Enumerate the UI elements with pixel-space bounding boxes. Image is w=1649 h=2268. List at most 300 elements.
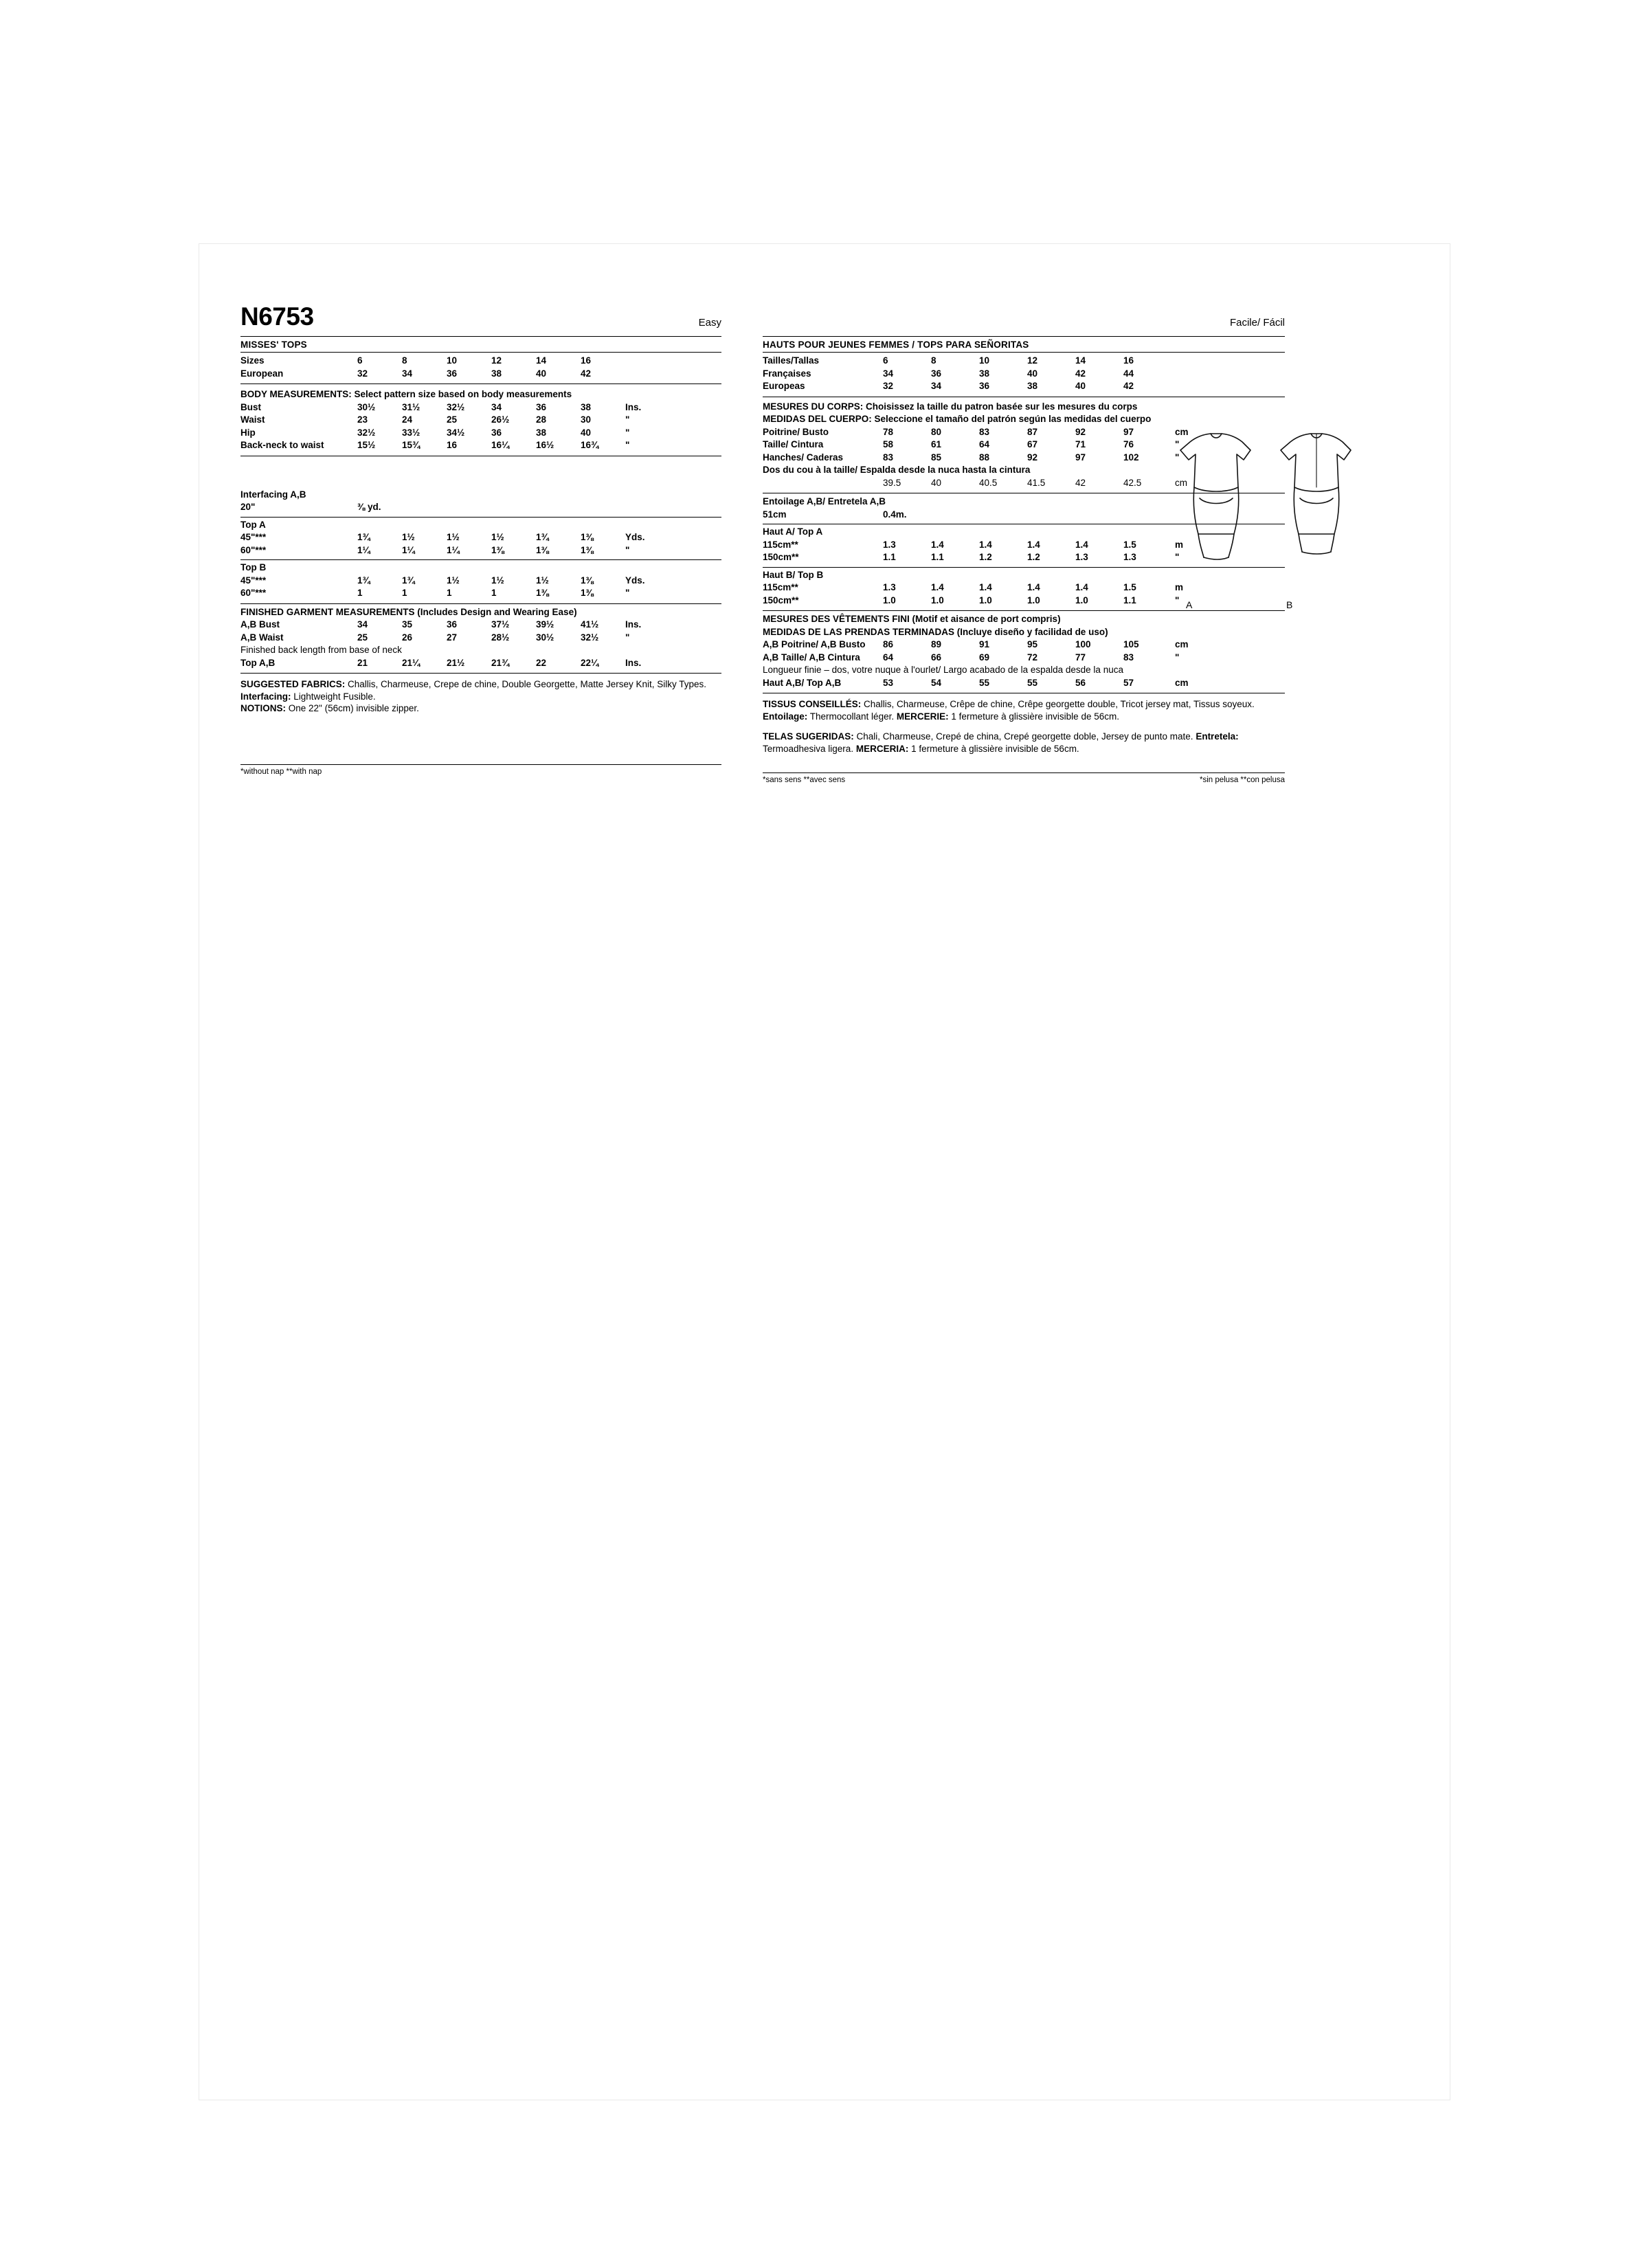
european-row bbox=[240, 368, 721, 381]
cell: 97 bbox=[1075, 452, 1086, 463]
table-row bbox=[240, 588, 721, 601]
unit: " bbox=[1175, 439, 1180, 449]
cell: 1.1 bbox=[1123, 594, 1136, 605]
difficulty-label: Easy bbox=[698, 317, 721, 329]
size-cell: 12 bbox=[1027, 355, 1038, 366]
fabrics-text-es: Chali, Charmeuse, Crepé de china, Crepé georgette doble, Jersey de punto mate. bbox=[853, 731, 1196, 742]
cell: 1¾ bbox=[402, 575, 415, 586]
cell: 91 bbox=[979, 639, 990, 649]
fabrics-text-fr: Challis, Charmeuse, Crêpe de chine, Crêpe georgette double, Tricot jersey mat, Tissus soyeux. bbox=[861, 699, 1255, 709]
table-row bbox=[240, 427, 721, 441]
cell: 1⅜ bbox=[581, 544, 594, 555]
unit: Ins. bbox=[625, 401, 642, 412]
cell: 78 bbox=[883, 426, 894, 437]
cell: 33½ bbox=[402, 427, 420, 438]
cell: 54 bbox=[931, 677, 942, 688]
cell: 21 bbox=[357, 657, 368, 668]
cell: 1.4 bbox=[1075, 582, 1088, 592]
row-label: Françaises bbox=[763, 368, 811, 379]
row-label: 150cm** bbox=[763, 552, 799, 562]
unit: " bbox=[625, 544, 630, 555]
cell: 71 bbox=[1075, 439, 1086, 449]
heading-text: Entoilage A,B/ Entretela A,B bbox=[763, 496, 886, 507]
suggested-fabrics-text: Challis, Charmeuse, Crepe de chine, Double Georgette, Matte Jersey Knit, Silky Types. bbox=[345, 679, 707, 689]
divider bbox=[763, 772, 1285, 773]
cell: 76 bbox=[1123, 439, 1134, 449]
size-cell: 40 bbox=[1027, 368, 1038, 379]
row-label: 60"*** bbox=[240, 588, 267, 598]
interfacing-text-fr: Thermocollant léger. bbox=[807, 711, 897, 722]
cell: 30½ bbox=[536, 632, 554, 643]
cell: 1 bbox=[447, 588, 452, 598]
heading-text: MESURES DES VÊTEMENTS FINI (Motif et aisance de port compris) bbox=[763, 614, 1061, 624]
row-label: Hanches/ Caderas bbox=[763, 452, 844, 463]
cell: 53 bbox=[883, 677, 894, 688]
notions-label-es: MERCERIA: bbox=[855, 743, 909, 754]
cell: 1¾ bbox=[357, 532, 370, 542]
cell: 39½ bbox=[536, 619, 554, 630]
cell: 1¾ bbox=[357, 575, 370, 586]
row-label: 20" bbox=[240, 502, 256, 512]
cell: 1.0 bbox=[883, 594, 896, 605]
body-heading-fr bbox=[763, 401, 1285, 414]
row-label: Europeas bbox=[763, 381, 805, 391]
sizes-row-fr bbox=[763, 355, 1285, 368]
size-cell: 42 bbox=[1075, 368, 1086, 379]
size-cell: 10 bbox=[447, 355, 458, 366]
size-cell: 8 bbox=[402, 355, 407, 366]
cell: 25 bbox=[357, 632, 368, 643]
cell: 1½ bbox=[491, 532, 504, 542]
english-column bbox=[240, 302, 721, 776]
unit: " bbox=[625, 427, 630, 438]
cell: 72 bbox=[1027, 652, 1038, 663]
cell: 88 bbox=[979, 452, 990, 463]
view-b-label: B bbox=[1286, 599, 1293, 610]
cell: 41.5 bbox=[1027, 477, 1046, 488]
unit: cm bbox=[1175, 639, 1189, 649]
fabrics-block-es bbox=[763, 731, 1285, 755]
divider bbox=[763, 610, 1285, 611]
row-label: A,B Poitrine/ A,B Busto bbox=[763, 639, 866, 649]
cell: 66 bbox=[931, 652, 942, 663]
table-row bbox=[763, 595, 1285, 608]
row-label: Back-neck to waist bbox=[240, 440, 324, 450]
unit: " bbox=[625, 414, 630, 425]
cell: 36 bbox=[536, 401, 547, 412]
cell: 28 bbox=[536, 414, 547, 425]
note-text: Finished back length from base of neck bbox=[240, 645, 402, 655]
section-title-fr: HAUTS POUR JEUNES FEMMES / TOPS PARA SEÑORITAS bbox=[763, 340, 1029, 350]
size-cell: 42 bbox=[581, 368, 592, 379]
size-cell: 42 bbox=[1123, 381, 1134, 391]
notions-text: One 22" (56cm) invisible zipper. bbox=[286, 703, 419, 713]
table-row bbox=[240, 440, 721, 453]
cell: 32½ bbox=[447, 401, 465, 412]
cell: 40 bbox=[931, 477, 942, 488]
cell: 1¼ bbox=[402, 544, 415, 555]
size-cell: 34 bbox=[883, 368, 894, 379]
cell: 58 bbox=[883, 439, 894, 449]
divider bbox=[240, 559, 721, 560]
size-cell: 32 bbox=[357, 368, 368, 379]
interfacing-heading bbox=[240, 489, 721, 502]
cell: 1¼ bbox=[447, 544, 460, 555]
cell: 100 bbox=[1075, 639, 1091, 649]
notions-text-fr: 1 fermeture à glissière invisible de 56cm. bbox=[948, 711, 1119, 722]
cell: 1.2 bbox=[979, 552, 992, 562]
interfacing-row bbox=[240, 502, 721, 515]
cell: 1¼ bbox=[357, 544, 370, 555]
suggested-fabrics-label: SUGGESTED FABRICS: bbox=[240, 679, 346, 689]
unit: cm bbox=[1175, 677, 1189, 688]
finished-heading-fr bbox=[763, 614, 1285, 627]
difficulty-label-fr: Facile/ Fácil bbox=[1229, 317, 1285, 329]
garment-svg bbox=[1154, 416, 1381, 594]
body-measurements-heading bbox=[240, 389, 721, 402]
cell: 30 bbox=[581, 414, 592, 425]
cell: 102 bbox=[1123, 452, 1139, 463]
size-cell: 44 bbox=[1123, 368, 1134, 379]
cell: 16½ bbox=[536, 440, 554, 450]
unit: cm bbox=[1175, 426, 1189, 437]
row-label: Waist bbox=[240, 414, 265, 425]
cell: 1.4 bbox=[1027, 539, 1040, 550]
fabrics-block-fr bbox=[763, 698, 1285, 722]
cell: ⅜ yd. bbox=[357, 502, 381, 512]
heading-text: MEDIDAS DEL CUERPO: Seleccione el tamaño del patrón según las medidas del cuerpo bbox=[763, 414, 1152, 424]
cell: 1 bbox=[402, 588, 407, 598]
cell: 83 bbox=[979, 426, 990, 437]
cell: 1.4 bbox=[979, 582, 992, 592]
cell: 16¾ bbox=[581, 440, 599, 450]
cell: 30½ bbox=[357, 401, 376, 412]
unit: " bbox=[625, 632, 630, 643]
heading-text: BODY MEASUREMENTS: Select pattern size based on body measurements bbox=[240, 389, 572, 399]
cell: 1.0 bbox=[1075, 594, 1088, 605]
row-label: A,B Waist bbox=[240, 632, 284, 643]
row-label: 60"*** bbox=[240, 544, 267, 555]
table-row bbox=[763, 678, 1285, 691]
cell: 1.4 bbox=[931, 539, 944, 550]
heading-text: Interfacing A,B bbox=[240, 489, 306, 500]
european-sizes-row-fr bbox=[763, 381, 1285, 394]
fabrics-label-es: TELAS SUGERIDAS: bbox=[763, 731, 854, 742]
cell: 1.1 bbox=[883, 552, 896, 562]
pattern-number: N6753 bbox=[240, 302, 314, 331]
cell: 92 bbox=[1075, 426, 1086, 437]
row-label: 45"*** bbox=[240, 532, 267, 542]
cell: 57 bbox=[1123, 677, 1134, 688]
unit: m bbox=[1175, 582, 1184, 592]
cell: 24 bbox=[402, 414, 413, 425]
size-cell: 36 bbox=[979, 381, 990, 391]
table-row bbox=[240, 545, 721, 558]
unit: cm bbox=[1175, 477, 1187, 488]
cell: 1½ bbox=[447, 532, 460, 542]
row-label: Poitrine/ Busto bbox=[763, 426, 829, 437]
unit: " bbox=[625, 440, 630, 450]
row-label: 115cm** bbox=[763, 539, 798, 550]
cell: 32½ bbox=[581, 632, 599, 643]
cell: 21¼ bbox=[402, 657, 420, 668]
sizes-label: Sizes bbox=[240, 355, 265, 366]
cell: 1 bbox=[491, 588, 497, 598]
heading-text: FINISHED GARMENT MEASUREMENTS (Includes Design and Wearing Ease) bbox=[240, 606, 577, 617]
heading-text: Haut A/ Top A bbox=[763, 526, 823, 537]
cell: 61 bbox=[931, 439, 942, 449]
cell: 1⅜ bbox=[491, 544, 504, 555]
cell: 67 bbox=[1027, 439, 1038, 449]
row-label: 51cm bbox=[763, 509, 787, 520]
unit: " bbox=[625, 588, 630, 598]
size-cell: 14 bbox=[536, 355, 547, 366]
cell: 1½ bbox=[447, 575, 460, 586]
cell: 1.3 bbox=[883, 582, 896, 592]
pattern-envelope-back bbox=[199, 244, 1450, 2100]
cell: 1.4 bbox=[931, 582, 944, 592]
heading-text: Haut B/ Top B bbox=[763, 569, 824, 580]
size-cell: 38 bbox=[1027, 381, 1038, 391]
sizes-label: Tailles/Tallas bbox=[763, 355, 820, 366]
cell: 1.0 bbox=[931, 594, 944, 605]
row-label: Bust bbox=[240, 401, 261, 412]
unit: m bbox=[1175, 539, 1184, 550]
cell: 36 bbox=[491, 427, 502, 438]
notions-text-es: 1 fermeture à glissière invisible de 56cm. bbox=[908, 743, 1079, 754]
cell: 64 bbox=[883, 652, 894, 663]
unit: Ins. bbox=[625, 657, 642, 668]
cell: 39.5 bbox=[883, 477, 901, 488]
cell: 16¼ bbox=[491, 440, 510, 450]
size-cell: 40 bbox=[536, 368, 547, 379]
cell: 15½ bbox=[357, 440, 376, 450]
cell: 38 bbox=[536, 427, 547, 438]
cell: 31½ bbox=[402, 401, 420, 412]
row-label: 115cm** bbox=[763, 582, 798, 592]
divider bbox=[240, 673, 721, 674]
cell: 34½ bbox=[447, 427, 465, 438]
table-row bbox=[763, 639, 1285, 652]
unit: " bbox=[1175, 452, 1180, 463]
unit: " bbox=[1175, 652, 1180, 663]
size-cell: 16 bbox=[1123, 355, 1134, 366]
cell: 22 bbox=[536, 657, 547, 668]
row-label: 45"*** bbox=[240, 575, 267, 586]
note-text: Longueur finie – dos, votre nuque à l'ourlet/ Largo acabado de la espalda desde la nuca bbox=[763, 665, 1123, 675]
footnote-en: *without nap **with nap bbox=[240, 767, 322, 776]
interfacing-label: Interfacing: bbox=[240, 691, 291, 702]
cell: 95 bbox=[1027, 639, 1038, 649]
cell: 105 bbox=[1123, 639, 1139, 649]
cell: 15¾ bbox=[402, 440, 420, 450]
table-row bbox=[240, 575, 721, 588]
cell: 1.3 bbox=[883, 539, 896, 550]
cell: 56 bbox=[1075, 677, 1086, 688]
size-cell: 10 bbox=[979, 355, 990, 366]
cell: 1⅜ bbox=[536, 544, 549, 555]
heading-text: Top A bbox=[240, 519, 266, 530]
finished-heading-es bbox=[763, 627, 1285, 640]
cell: 38 bbox=[581, 401, 592, 412]
table-row bbox=[240, 532, 721, 545]
heading-text: MEDIDAS DE LAS PRENDAS TERMINADAS (Incluye diseño y facilidad de uso) bbox=[763, 626, 1108, 637]
row-label: Taille/ Cintura bbox=[763, 439, 824, 449]
french-sizes-row bbox=[763, 368, 1285, 381]
cell: 1.4 bbox=[1027, 582, 1040, 592]
cell: 80 bbox=[931, 426, 942, 437]
section-title-en: MISSES' TOPS bbox=[240, 340, 307, 350]
size-cell: 38 bbox=[979, 368, 990, 379]
garment-line-drawing bbox=[1154, 416, 1381, 594]
interfacing-label-es: Entretela: bbox=[1196, 731, 1239, 742]
interfacing-text: Lightweight Fusible. bbox=[291, 691, 376, 702]
size-cell: 38 bbox=[491, 368, 502, 379]
cell: 27 bbox=[447, 632, 458, 643]
size-cell: 6 bbox=[357, 355, 363, 366]
view-a-label: A bbox=[1186, 599, 1193, 610]
unit: " bbox=[1175, 594, 1180, 605]
cell: 25 bbox=[447, 414, 458, 425]
cell: 97 bbox=[1123, 426, 1134, 437]
footnote-fr: *sans sens **avec sens bbox=[763, 776, 846, 784]
row-label: Hip bbox=[240, 427, 256, 438]
cell: 77 bbox=[1075, 652, 1086, 663]
cell: 34 bbox=[357, 619, 368, 630]
cell: 69 bbox=[979, 652, 990, 663]
size-cell: 36 bbox=[931, 368, 942, 379]
cell: 83 bbox=[1123, 652, 1134, 663]
cell: 1⅜ bbox=[536, 588, 549, 598]
cell: 85 bbox=[931, 452, 942, 463]
cell: 55 bbox=[1027, 677, 1038, 688]
cell: 1.5 bbox=[1123, 582, 1136, 592]
cell: 42.5 bbox=[1123, 477, 1142, 488]
cell: 1.2 bbox=[1027, 552, 1040, 562]
size-cell: 34 bbox=[931, 381, 942, 391]
cell: 1.1 bbox=[931, 552, 944, 562]
cell: 26 bbox=[402, 632, 413, 643]
size-cell: 32 bbox=[883, 381, 894, 391]
finished-heading bbox=[240, 607, 721, 620]
notions-label-fr: MERCERIE: bbox=[896, 711, 949, 722]
group-heading-top-b bbox=[240, 562, 721, 575]
cell: 86 bbox=[883, 639, 894, 649]
cell: 1.3 bbox=[1075, 552, 1088, 562]
notions-label: NOTIONS: bbox=[240, 703, 286, 713]
divider bbox=[240, 517, 721, 518]
unit: Yds. bbox=[625, 532, 645, 542]
cell: 23 bbox=[357, 414, 368, 425]
finished-note-fr bbox=[763, 665, 1285, 678]
table-row bbox=[240, 414, 721, 427]
row-label: A,B Bust bbox=[240, 619, 280, 630]
cell: 1½ bbox=[402, 532, 415, 542]
cell: 1½ bbox=[536, 575, 549, 586]
cell: 1.0 bbox=[979, 594, 992, 605]
cell: 0.4m. bbox=[883, 509, 907, 520]
suggested-fabrics-block bbox=[240, 678, 721, 715]
cell: 1.0 bbox=[1027, 594, 1040, 605]
cell: 21¾ bbox=[491, 657, 510, 668]
heading-text: Top B bbox=[240, 562, 267, 572]
cell: 92 bbox=[1027, 452, 1038, 463]
cell: 83 bbox=[883, 452, 894, 463]
cell: 42 bbox=[1075, 477, 1086, 488]
cell: 35 bbox=[402, 619, 413, 630]
cell: 1⅜ bbox=[581, 588, 594, 598]
cell: 16 bbox=[447, 440, 458, 450]
table-row bbox=[763, 652, 1285, 665]
finished-note bbox=[240, 645, 721, 658]
table-row bbox=[240, 632, 721, 645]
cell: 37½ bbox=[491, 619, 510, 630]
fabrics-label-fr: TISSUS CONSEILLÉS: bbox=[763, 699, 862, 709]
sizes-row bbox=[240, 355, 721, 368]
cell: 89 bbox=[931, 639, 942, 649]
row-label: 150cm** bbox=[763, 594, 799, 605]
cell: 28½ bbox=[491, 632, 510, 643]
size-cell: 8 bbox=[931, 355, 936, 366]
cell: 26½ bbox=[491, 414, 510, 425]
cell: 40.5 bbox=[979, 477, 998, 488]
interfacing-label-fr: Entoilage: bbox=[763, 711, 808, 722]
cell: 1.4 bbox=[979, 539, 992, 550]
size-cell: 16 bbox=[581, 355, 592, 366]
table-row bbox=[240, 619, 721, 632]
size-cell: 40 bbox=[1075, 381, 1086, 391]
heading-text: MESURES DU CORPS: Choisissez la taille du patron basée sur les mesures du corps bbox=[763, 401, 1138, 412]
row-label: Haut A,B/ Top A,B bbox=[763, 677, 842, 688]
cell: 41½ bbox=[581, 619, 599, 630]
cell: 1.3 bbox=[1123, 552, 1136, 562]
size-cell: 34 bbox=[402, 368, 413, 379]
cell: 87 bbox=[1027, 426, 1038, 437]
row-label: A,B Taille/ A,B Cintura bbox=[763, 652, 860, 663]
row-label: Top A,B bbox=[240, 657, 276, 668]
cell: 1⅜ bbox=[581, 575, 594, 586]
unit: Yds. bbox=[625, 575, 645, 586]
size-cell: 6 bbox=[883, 355, 888, 366]
cell: 1 bbox=[357, 588, 363, 598]
sheet bbox=[199, 244, 1450, 2100]
cell: 1¾ bbox=[536, 532, 549, 542]
unit: Ins. bbox=[625, 619, 642, 630]
table-row bbox=[240, 658, 721, 671]
european-label: European bbox=[240, 368, 284, 379]
size-cell: 12 bbox=[491, 355, 502, 366]
footnote-es: *sin pelusa **con pelusa bbox=[1199, 776, 1285, 784]
interfacing-text-es: Termoadhesiva ligera. bbox=[763, 743, 856, 754]
unit: " bbox=[1175, 552, 1180, 562]
cell: 36 bbox=[447, 619, 458, 630]
divider bbox=[240, 764, 721, 765]
cell: 22¼ bbox=[581, 657, 599, 668]
cell: 55 bbox=[979, 677, 990, 688]
size-cell: 14 bbox=[1075, 355, 1086, 366]
cell: 21½ bbox=[447, 657, 465, 668]
cell: 32½ bbox=[357, 427, 376, 438]
cell: 1.4 bbox=[1075, 539, 1088, 550]
cell: 1½ bbox=[491, 575, 504, 586]
cell: 64 bbox=[979, 439, 990, 449]
divider bbox=[240, 603, 721, 604]
table-row bbox=[240, 402, 721, 415]
cell: 1⅜ bbox=[581, 532, 594, 542]
cell: 1.5 bbox=[1123, 539, 1136, 550]
row-label: Dos du cou à la taille/ Espalda desde la nuca hasta la cintura bbox=[763, 465, 1031, 475]
cell: 40 bbox=[581, 427, 592, 438]
